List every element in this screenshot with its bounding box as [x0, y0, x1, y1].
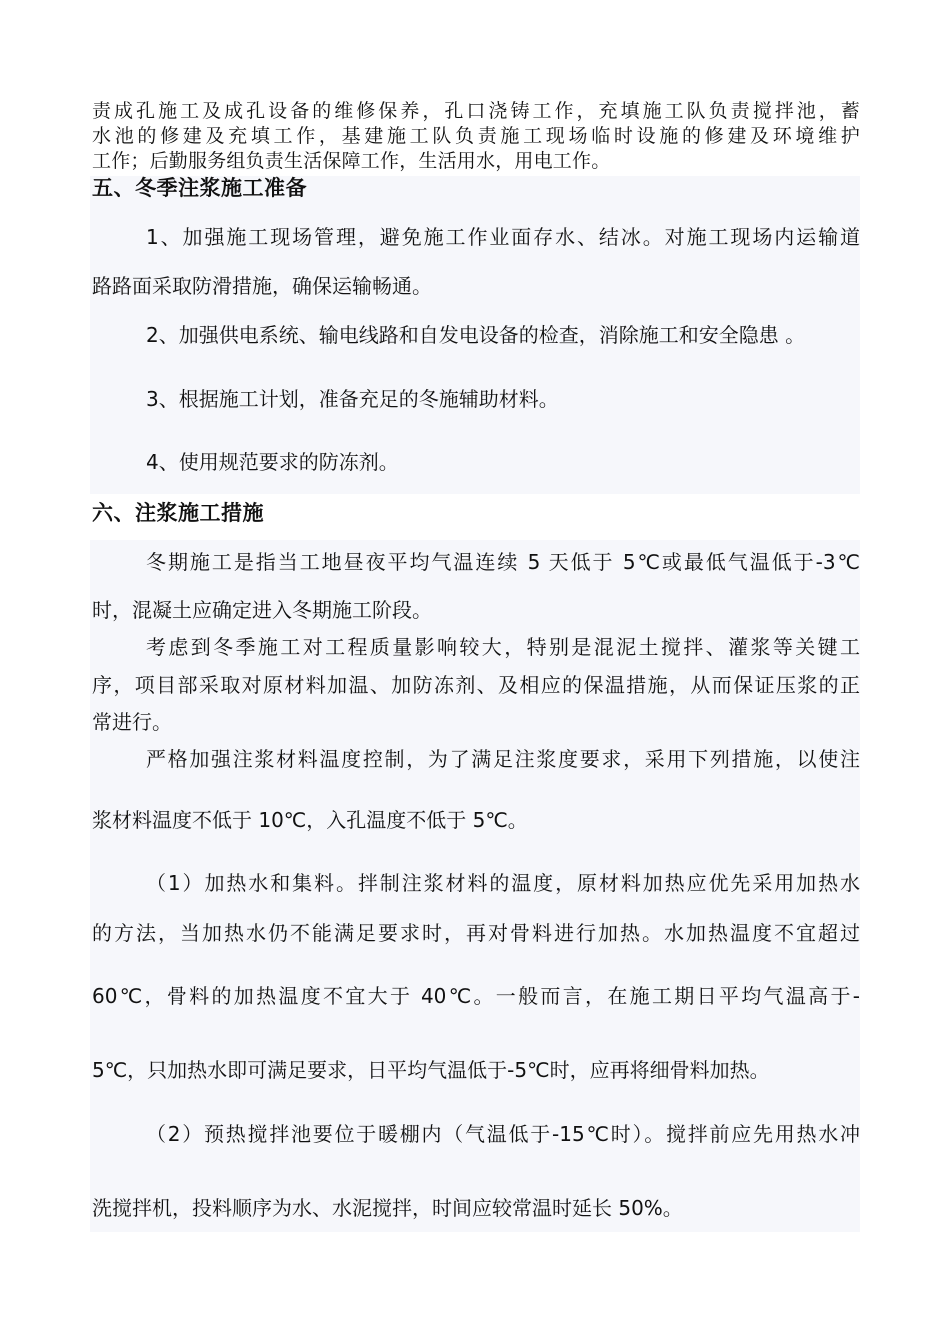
section-6-heading: 六、注浆施工措施	[92, 501, 264, 525]
s6-p3-line-1: 严格加强注浆材料温度控制，为了满足注浆度要求，采用下列措施，以使注	[146, 747, 860, 771]
s6-p5-line-2: 洗搅拌机，投料顺序为水、水泥搅拌，时间应较常温时延长 50%。	[92, 1196, 683, 1220]
s5-p1-line-1: 1、加强施工现场管理，避免施工作业面存水、结冰。对施工现场内运输道	[146, 225, 860, 249]
s6-p4-line-1: （1）加热水和集料。拌制注浆材料的温度，原材料加热应优先采用加热水	[146, 871, 860, 895]
s6-p5-line-1: （2）预热搅拌池要位于暖棚内（气温低于-15℃时）。搅拌前应先用热水冲	[146, 1122, 860, 1146]
s6-p4-line-3: 60℃，骨料的加热温度不宜大于 40℃。一般而言，在施工期日平均气温高于-	[92, 984, 860, 1008]
s5-p1-line-2: 路路面采取防滑措施，确保运输畅通。	[92, 274, 432, 298]
s6-p2-line-3: 常进行。	[92, 710, 172, 734]
intro-line-3: 工作；后勤服务组负责生活保障工作，生活用水，用电工作。	[92, 150, 611, 172]
s6-p4-line-2: 的方法，当加热水仍不能满足要求时，再对骨料进行加热。水加热温度不宜超过	[92, 921, 860, 945]
s5-p4: 4、使用规范要求的防冻剂。	[146, 450, 399, 474]
s6-p2-line-2: 序，项目部采取对原材料加温、加防冻剂、及相应的保温措施，从而保证压浆的正	[92, 673, 860, 697]
intro-line-2: 水池的修建及充填工作，基建施工队负责施工现场临时设施的修建及环境维护	[92, 125, 860, 147]
s5-p2: 2、加强供电系统、输电线路和自发电设备的检查，消除施工和安全隐患 。	[146, 323, 806, 347]
s6-p1-line-2: 时，混凝土应确定进入冬期施工阶段。	[92, 598, 432, 622]
s6-p3-line-2: 浆材料温度不低于 10℃，入孔温度不低于 5℃。	[92, 808, 528, 832]
intro-line-1: 责成孔施工及成孔设备的维修保养，孔口浇铸工作，充填施工队负责搅拌池，蓄	[92, 100, 860, 122]
s5-p3: 3、根据施工计划，准备充足的冬施辅助材料。	[146, 387, 559, 411]
s6-p1-line-1: 冬期施工是指当工地昼夜平均气温连续 5 天低于 5℃或最低气温低于-3℃	[146, 550, 860, 574]
section-5-heading: 五、冬季注浆施工准备	[92, 176, 307, 200]
s6-p2-line-1: 考虑到冬季施工对工程质量影响较大，特别是混泥土搅拌、灌浆等关键工	[146, 635, 860, 659]
s6-p4-line-4: 5℃，只加热水即可满足要求，日平均气温低于-5℃时，应再将细骨料加热。	[92, 1058, 770, 1082]
